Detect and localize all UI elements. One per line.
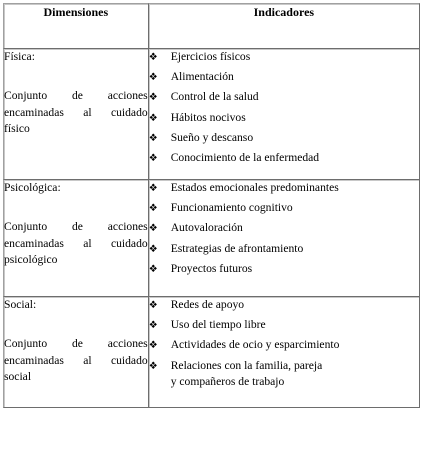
indicator-text: Proyectos futuros — [170, 261, 253, 275]
diamond-bullet-icon: ❖ — [148, 72, 158, 84]
list-item — [149, 358, 419, 392]
list-item — [149, 220, 419, 237]
dimension-description — [4, 219, 148, 269]
dimension-cell-psicologica — [3, 180, 149, 297]
description-line: encaminadas al cuidado — [4, 236, 148, 250]
list-item — [149, 110, 419, 127]
diamond-bullet-icon: ❖ — [148, 223, 158, 235]
dimension-cell-social — [3, 297, 149, 408]
indicator-text: Hábitos nocivos — [170, 110, 246, 124]
dimension-name: Psicológica: — [4, 181, 61, 194]
list-item — [149, 261, 419, 278]
indicators-cell-social — [149, 297, 420, 408]
list-item — [149, 317, 419, 334]
indicator-list — [149, 297, 419, 391]
diamond-bullet-icon: ❖ — [148, 320, 158, 332]
indicator-text: Funcionamiento cognitivo — [170, 201, 293, 215]
list-item — [149, 180, 419, 197]
indicator-text: Estados emocionales predominantes — [170, 181, 339, 194]
diamond-bullet-icon: ❖ — [148, 183, 158, 194]
indicator-line: Relaciones con la familia, pareja — [170, 358, 323, 372]
header-dimensions: Dimensiones — [3, 3, 149, 49]
table-header-row — [3, 3, 420, 49]
list-item — [149, 297, 419, 314]
indicator-list — [149, 49, 419, 167]
indicator-text: Estrategias de afrontamiento — [170, 241, 304, 255]
diamond-bullet-icon: ❖ — [148, 263, 158, 275]
table-row-fisica — [3, 49, 420, 180]
diamond-bullet-icon: ❖ — [148, 360, 158, 372]
indicator-text: Uso del tiempo libre — [170, 318, 266, 332]
indicator-text: Sueño y descanso — [170, 130, 254, 144]
indicator-text: Alimentación — [170, 70, 234, 84]
indicators-cell-psicologica — [149, 180, 420, 297]
indicator-list — [149, 180, 419, 278]
list-item — [149, 89, 419, 106]
diamond-bullet-icon: ❖ — [148, 112, 158, 124]
diamond-bullet-icon: ❖ — [148, 243, 158, 255]
description-line: Conjunto de acciones — [4, 219, 148, 233]
description-line: físico — [4, 122, 30, 136]
dimensions-table — [3, 3, 420, 408]
diamond-bullet-icon: ❖ — [148, 132, 158, 144]
indicator-text — [171, 358, 419, 392]
diamond-bullet-icon: ❖ — [148, 300, 158, 311]
indicator-text: Control de la salud — [170, 90, 259, 104]
dimension-name: Física: — [4, 50, 35, 63]
list-item — [149, 130, 419, 147]
diamond-bullet-icon: ❖ — [148, 203, 158, 215]
table-row-social — [3, 297, 420, 408]
dimension-description — [4, 88, 148, 138]
indicator-text: Conocimiento de la enfermedad — [170, 150, 320, 164]
diamond-bullet-icon: ❖ — [148, 52, 158, 63]
indicator-text: Ejercicios físicos — [170, 50, 251, 63]
dimension-name: Social: — [4, 298, 37, 311]
header-indicators: Indicadores — [149, 3, 420, 49]
description-line: encaminadas al cuidado — [4, 105, 148, 119]
indicators-cell-fisica — [149, 49, 420, 180]
indicator-continuation: y compañeros de trabajo — [170, 375, 285, 389]
indicator-text: Actividades de ocio y esparcimiento — [170, 338, 340, 352]
list-item — [149, 337, 419, 354]
indicator-text: Redes de apoyo — [170, 298, 245, 311]
description-line: psicológico — [4, 253, 58, 267]
list-item — [149, 49, 419, 66]
list-item — [149, 69, 419, 86]
indicator-text: Autovaloración — [170, 221, 243, 235]
diamond-bullet-icon: ❖ — [148, 340, 158, 352]
description-line: encaminadas al cuidado — [4, 353, 148, 367]
list-item — [149, 200, 419, 217]
diamond-bullet-icon: ❖ — [148, 92, 158, 104]
list-item — [149, 150, 419, 167]
table-row-psicologica — [3, 180, 420, 297]
diamond-bullet-icon: ❖ — [148, 152, 158, 164]
list-item — [149, 241, 419, 258]
dimension-cell-fisica — [3, 49, 149, 180]
dimension-description — [4, 336, 148, 386]
description-line: social — [4, 370, 32, 384]
description-line: Conjunto de acciones — [4, 336, 148, 350]
description-line: Conjunto de acciones — [4, 88, 148, 102]
